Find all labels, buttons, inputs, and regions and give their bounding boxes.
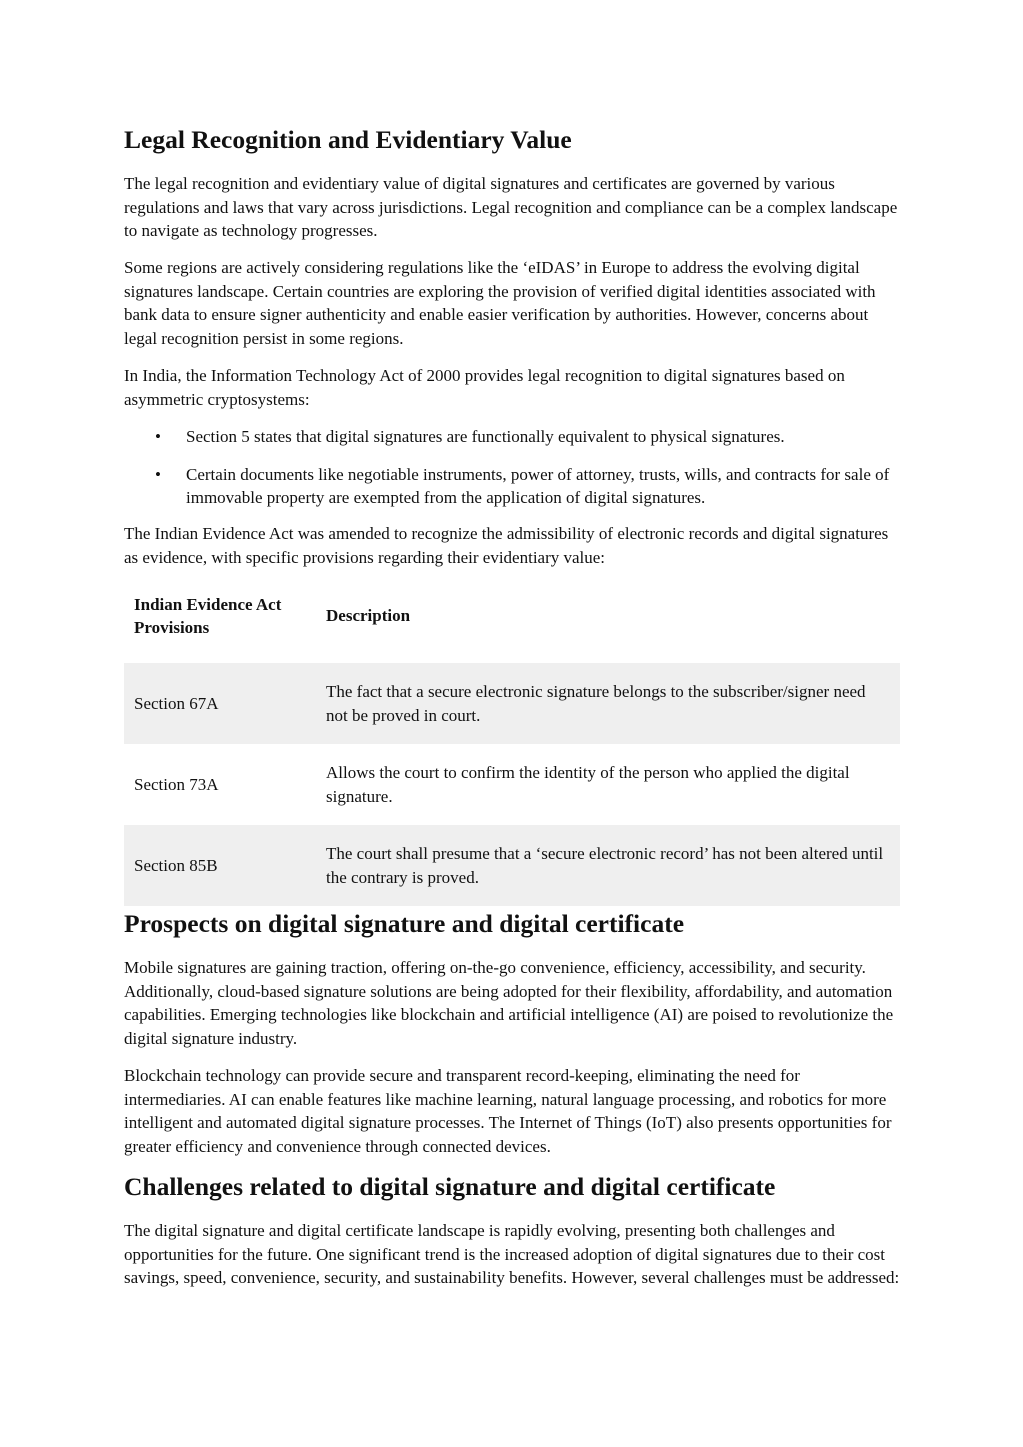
- paragraph-eidas: Some regions are actively considering regulations like the ‘eIDAS’ in Europe to address the evolving digital signatures landscape. Certain countries are exploring the provision of verified digital identities associated with bank data to ensure signer authenticity and enable easier verification by authorities. However, concerns about legal recognition persist in some regions.: [124, 258, 876, 348]
- table-cell-provision: Section 85B: [124, 825, 316, 906]
- table-header-description: Description: [326, 606, 411, 626]
- table-cell-provision: Section 73A: [134, 774, 219, 794]
- paragraph-evidence-act: The Indian Evidence Act was amended to recognize the admissibility of electronic records and digital signatures as evidence, with specific provisions regarding their evidentiary value:: [124, 524, 889, 567]
- list-item: • Section 5 states that digital signatures are functionally equivalent to physical signatures.: [124, 425, 900, 449]
- table-cell-provision: Section 67A: [124, 663, 316, 744]
- paragraph-legal-intro: The legal recognition and evidentiary value of digital signatures and certificates are governed by various regulations and laws that vary across jurisdictions. Legal recognition and compliance can be a complex landscape to navigate as technology progresses.: [124, 174, 898, 240]
- table-spacer: [124, 645, 900, 663]
- it-act-bullet-list: [124, 425, 900, 510]
- table-header-row: [124, 587, 900, 645]
- table-row: [124, 825, 900, 906]
- table-header-provisions: Indian Evidence Act Provisions: [134, 594, 282, 637]
- evidence-act-table: [124, 587, 900, 906]
- table-row: [124, 663, 900, 744]
- paragraph-challenges: The digital signature and digital certificate landscape is rapidly evolving, presenting both challenges and opportunities for the future. One significant trend is the increased adoption of digital signatures due to their cost savings, speed, convenience, security, and sustainability benefits. However, several challenges must be addressed:: [124, 1221, 900, 1287]
- list-item: • Certain documents like negotiable instruments, power of attorney, trusts, wills, and contracts for sale of immovable property are exempted from the application of digital signatures.: [124, 463, 900, 510]
- paragraph-blockchain: Blockchain technology can provide secure and transparent record-keeping, eliminating the need for intermediaries. AI can enable features like machine learning, natural language processing, and robotics for more intelligent and automated digital signature processes. The Internet of Things (IoT) also presents opportunities for greater efficiency and convenience through connected devices.: [124, 1066, 892, 1156]
- paragraph-it-act: In India, the Information Technology Act of 2000 provides legal recognition to digital signatures based on asymmetric cryptosystems:: [124, 366, 845, 409]
- paragraph-mobile-signatures: Mobile signatures are gaining traction, offering on-the-go convenience, efficiency, accessibility, and security. Additionally, cloud-based signature solutions are being adopted for their flexibility, affordability, and automation capabilities. Emerging technologies like blockchain and artificial intelligence (AI) are poised to revolutionize the digital signature industry.: [124, 958, 894, 1048]
- table-row: [124, 744, 900, 825]
- section-heading-prospects: Prospects on digital signature and digital certificate: [124, 909, 685, 938]
- table-cell-description: The court shall presume that a ‘secure electronic record’ has not been altered until the contrary is proved.: [316, 825, 900, 906]
- table-cell-description: Allows the court to confirm the identity of the person who applied the digital signature.: [326, 763, 850, 806]
- table-cell-description: The fact that a secure electronic signature belongs to the subscriber/signer need not be proved in court.: [316, 663, 900, 744]
- section-heading-challenges: Challenges related to digital signature and digital certificate: [124, 1172, 776, 1201]
- section-heading-legal-recognition: Legal Recognition and Evidentiary Value: [124, 125, 572, 154]
